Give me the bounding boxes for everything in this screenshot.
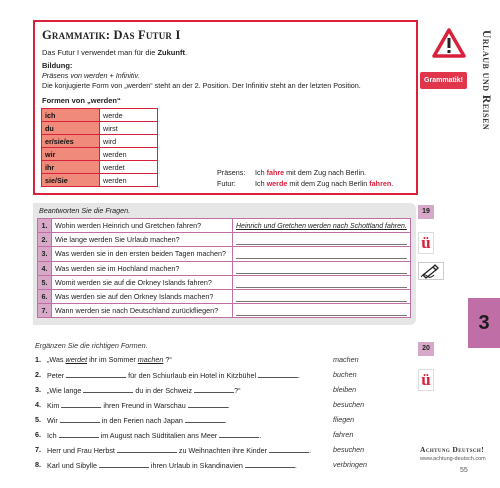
chapter-title: Urlaub und Reisen bbox=[480, 30, 492, 131]
infinitive-hint: machen bbox=[333, 355, 359, 364]
question-number: 4. bbox=[38, 261, 52, 275]
blank-field[interactable] bbox=[219, 430, 262, 440]
sentence bbox=[47, 430, 261, 440]
answer-line[interactable] bbox=[236, 293, 407, 302]
question-number: 7. bbox=[38, 304, 52, 318]
sentence-text: ihren Freund in Warschau bbox=[101, 401, 188, 410]
sentence bbox=[47, 355, 172, 364]
pronoun-cell: du bbox=[42, 122, 100, 135]
sentence-text: ihren Urlaub in Skandinavien bbox=[148, 461, 245, 470]
blank-field[interactable] bbox=[194, 385, 234, 393]
grammatik-tab[interactable]: Grammatik! bbox=[420, 72, 467, 89]
sentence-text: ihr im Sommer bbox=[87, 355, 138, 364]
conjugation-row bbox=[42, 109, 158, 122]
question-row bbox=[38, 289, 411, 303]
question-text: Was werden sie im Hochland machen? bbox=[52, 261, 233, 275]
question-row bbox=[38, 233, 411, 247]
fill-in-row bbox=[35, 400, 415, 412]
intro-bold: Zukunft bbox=[157, 48, 185, 57]
question-row bbox=[38, 247, 411, 261]
fill-in-row bbox=[35, 370, 415, 382]
sentence-text: ?“ bbox=[234, 386, 241, 395]
question-row bbox=[38, 261, 411, 275]
sentence-text: „Wie lange bbox=[47, 386, 84, 395]
example-highlight: fahren bbox=[369, 179, 392, 188]
brand-name: Achtung Deutsch! bbox=[420, 445, 485, 454]
example-text: mit dem Zug nach Berlin. bbox=[284, 168, 367, 177]
exercise-instruction: Beantworten Sie die Fragen. bbox=[39, 206, 131, 215]
formen-heading: Formen von „werden“ bbox=[42, 96, 121, 105]
answer-line[interactable] bbox=[236, 236, 407, 245]
conjugation-row bbox=[42, 161, 158, 174]
pronoun-cell: sie/Sie bbox=[42, 174, 100, 187]
sentence-text: . bbox=[259, 431, 262, 440]
bildung-formula: Präsens von werden + Infinitiv. bbox=[42, 71, 140, 80]
example-text: Ich bbox=[255, 179, 267, 188]
bildung-text: Die konjugierte Form von „werden“ steht an der 2. Position. Der Infinitiv steht an der letzten Position. bbox=[42, 81, 361, 90]
fill-in-row bbox=[35, 460, 415, 472]
conjugation-row bbox=[42, 122, 158, 135]
sentence-text: ?“ bbox=[163, 355, 172, 364]
sentence-text: Kim bbox=[47, 401, 62, 410]
example-highlight: fahre bbox=[266, 168, 285, 177]
blank-field[interactable] bbox=[258, 370, 301, 380]
example-text: mit dem Zug nach Berlin bbox=[287, 179, 370, 188]
question-table bbox=[37, 218, 411, 318]
answer-text: Heinrich und Gretchen werden nach Schottland fahren. bbox=[236, 223, 407, 231]
example-futur bbox=[217, 179, 393, 188]
fill-in-row bbox=[35, 415, 415, 427]
exercise-19 bbox=[33, 203, 416, 325]
sentence-text: . bbox=[227, 401, 230, 410]
exercise-number-20: 20 bbox=[418, 342, 434, 356]
fill-in-row bbox=[35, 445, 415, 457]
verb-form-cell: wirst bbox=[100, 122, 158, 135]
verb-form-cell: werden bbox=[100, 174, 158, 187]
pronoun-cell: ihr bbox=[42, 161, 100, 174]
verb-form-cell: werdet bbox=[100, 161, 158, 174]
blank-field[interactable] bbox=[117, 445, 177, 453]
row-number: 7. bbox=[35, 445, 41, 454]
sentence-text: in den Ferien nach Japan bbox=[99, 416, 185, 425]
fill-in-row bbox=[35, 385, 415, 397]
row-number: 3. bbox=[35, 385, 41, 394]
example-text: Ich bbox=[255, 168, 267, 177]
question-text: Was werden sie in den ersten beiden Tagen machen? bbox=[52, 247, 233, 261]
question-number: 1. bbox=[38, 219, 52, 233]
filled-answer: werdet bbox=[65, 355, 88, 364]
answer-cell[interactable] bbox=[233, 289, 411, 303]
sentence-text: zu Weihnachten ihre Kinder bbox=[176, 446, 270, 455]
question-row bbox=[38, 275, 411, 289]
example-highlight: werde bbox=[266, 179, 288, 188]
example-label: Präsens: bbox=[217, 168, 246, 177]
blank-field[interactable] bbox=[185, 415, 225, 423]
question-row bbox=[38, 304, 411, 318]
blank-field[interactable] bbox=[61, 400, 101, 408]
answer-cell[interactable] bbox=[233, 233, 411, 247]
blank-field[interactable] bbox=[66, 370, 126, 378]
question-number: 3. bbox=[38, 247, 52, 261]
grammar-title: Grammatik: Das Futur I bbox=[42, 28, 181, 42]
question-number: 6. bbox=[38, 289, 52, 303]
sentence bbox=[47, 415, 227, 425]
infinitive-hint: besuchen bbox=[333, 445, 365, 454]
blank-field[interactable] bbox=[188, 400, 228, 408]
sentence-text: . bbox=[309, 446, 312, 455]
question-text: Wann werden sie nach Deutschland zurückfliegen? bbox=[52, 304, 233, 318]
sentence-text: Karl und Sibylle bbox=[47, 461, 99, 470]
infinitive-hint: bleiben bbox=[333, 385, 357, 394]
sentence bbox=[47, 460, 297, 470]
exercise-number-19: 19 bbox=[418, 205, 434, 219]
blank-field[interactable] bbox=[245, 460, 295, 468]
filled-answer: machen bbox=[137, 355, 164, 364]
blank-field[interactable] bbox=[83, 385, 133, 393]
u-icon: ü bbox=[418, 232, 434, 254]
answer-cell[interactable] bbox=[233, 219, 411, 233]
sentence-text: Wir bbox=[47, 416, 60, 425]
infinitive-hint: fliegen bbox=[333, 415, 355, 424]
answer-cell[interactable] bbox=[233, 247, 411, 261]
question-number: 5. bbox=[38, 275, 52, 289]
question-row bbox=[38, 219, 411, 233]
question-text: Wie lange werden Sie Urlaub machen? bbox=[52, 233, 233, 247]
warning-triangle-icon bbox=[432, 28, 466, 58]
sentence bbox=[47, 370, 300, 380]
blank-field[interactable] bbox=[99, 460, 149, 468]
fill-in-row bbox=[35, 430, 415, 442]
intro-suffix: . bbox=[184, 48, 188, 57]
exercise-instruction: Ergänzen Sie die richtigen Formen. bbox=[35, 341, 148, 350]
conjugation-row bbox=[42, 135, 158, 148]
infinitive-hint: besuchen bbox=[333, 400, 365, 409]
blank-field[interactable] bbox=[59, 430, 99, 438]
answer-cell[interactable] bbox=[233, 304, 411, 318]
sentence-text: Peter bbox=[47, 371, 67, 380]
sentence-text: im August nach Südtitalien ans Meer bbox=[98, 431, 220, 440]
sentence bbox=[47, 400, 230, 410]
pen-icon bbox=[418, 262, 444, 280]
question-number: 2. bbox=[38, 233, 52, 247]
conjugation-row bbox=[42, 174, 158, 187]
row-number: 8. bbox=[35, 460, 41, 469]
row-number: 2. bbox=[35, 370, 41, 379]
verb-form-cell: werde bbox=[100, 109, 158, 122]
chapter-number: 3 bbox=[468, 298, 500, 348]
row-number: 6. bbox=[35, 430, 41, 439]
infinitive-hint: verbringen bbox=[333, 460, 367, 469]
sentence-text: „Was bbox=[47, 355, 66, 364]
answer-line[interactable] bbox=[236, 250, 407, 259]
example-label: Futur: bbox=[217, 179, 236, 188]
question-text: Womit werden sie auf die Orkney Islands fahren? bbox=[52, 275, 233, 289]
verb-form-cell: werden bbox=[100, 148, 158, 161]
verb-form-cell: wird bbox=[100, 135, 158, 148]
pronoun-cell: wir bbox=[42, 148, 100, 161]
bildung-heading: Bildung: bbox=[42, 61, 73, 70]
infinitive-hint: buchen bbox=[333, 370, 357, 379]
question-text: Wohin werden Heinrich und Gretchen fahren? bbox=[52, 219, 233, 233]
sentence-text: . bbox=[224, 416, 227, 425]
answer-line[interactable] bbox=[236, 279, 407, 288]
blank-field[interactable] bbox=[269, 445, 312, 455]
infinitive-hint: fahren bbox=[333, 430, 354, 439]
sentence bbox=[47, 385, 241, 395]
grammar-intro bbox=[42, 48, 187, 57]
question-text: Was werden sie auf den Orkney Islands machen? bbox=[52, 289, 233, 303]
sentence bbox=[47, 445, 311, 455]
brand-url[interactable]: www.achtung-deutsch.com bbox=[420, 456, 486, 462]
answer-line[interactable] bbox=[236, 265, 407, 274]
sentence-text: du in der Schweiz bbox=[133, 386, 195, 395]
sentence-text: Herr und Frau Herbst bbox=[47, 446, 117, 455]
blank-field[interactable] bbox=[60, 415, 100, 423]
sentence-text: . bbox=[298, 371, 301, 380]
example-praesens bbox=[217, 168, 366, 177]
row-number: 1. bbox=[35, 355, 41, 364]
sentence-text: für den Schiurlaub ein Hotel in Kitzbühel bbox=[126, 371, 259, 380]
row-number: 4. bbox=[35, 400, 41, 409]
exercise-20 bbox=[33, 340, 416, 470]
example-text: . bbox=[391, 179, 394, 188]
conjugation-row bbox=[42, 148, 158, 161]
page-number: 55 bbox=[460, 467, 468, 474]
pronoun-cell: ich bbox=[42, 109, 100, 122]
grammar-box bbox=[33, 20, 418, 195]
sentence-text: Ich bbox=[47, 431, 59, 440]
answer-line[interactable] bbox=[236, 307, 407, 316]
answer-cell[interactable] bbox=[233, 261, 411, 275]
sentence-text: . bbox=[294, 461, 297, 470]
fill-in-row bbox=[35, 355, 415, 367]
intro-text: Das Futur I verwendet man für die bbox=[42, 48, 158, 57]
row-number: 5. bbox=[35, 415, 41, 424]
pronoun-cell: er/sie/es bbox=[42, 135, 100, 148]
u-icon: ü bbox=[418, 369, 434, 391]
answer-cell[interactable] bbox=[233, 275, 411, 289]
conjugation-table bbox=[41, 108, 158, 187]
